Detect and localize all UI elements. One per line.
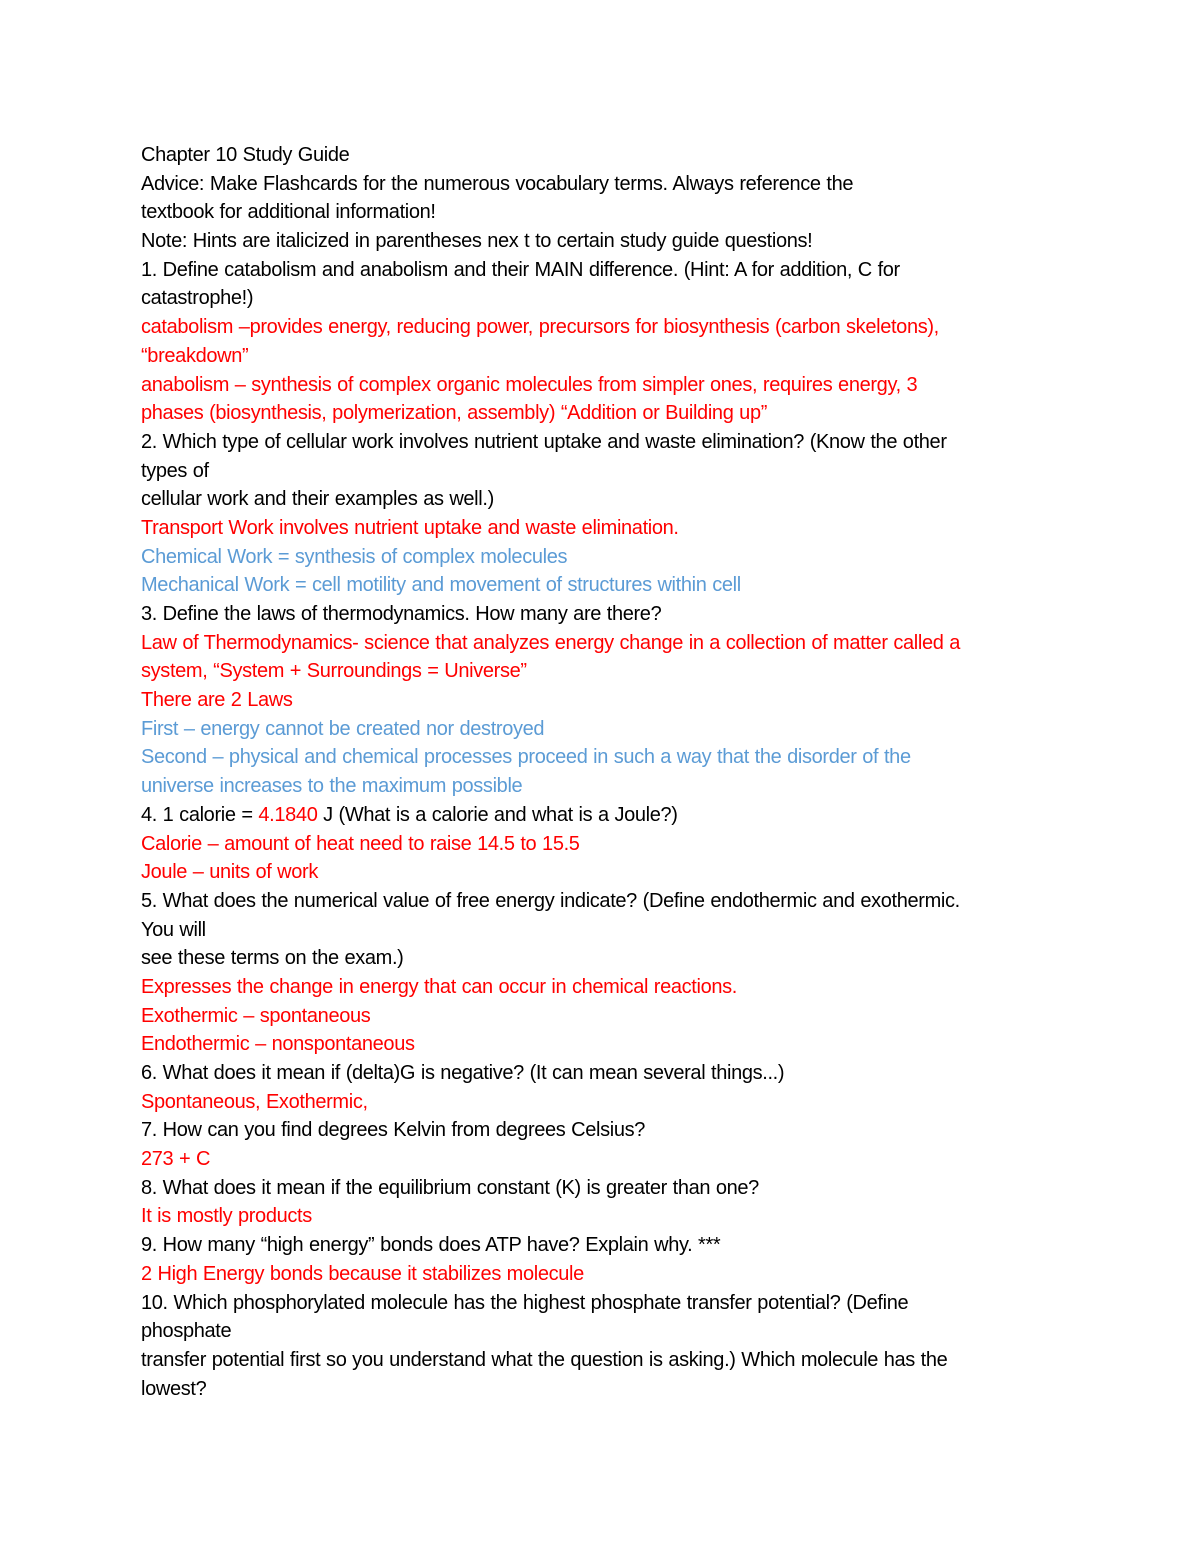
- answer-3-first-law: First – energy cannot be created nor destroyed: [141, 717, 545, 740]
- answer-1-line-1: catabolism –provides energy, reducing power, precursors for biosynthesis (carbon skeletons),: [141, 316, 939, 339]
- question-2-line-2: types of: [141, 459, 209, 482]
- question-10-line-2: phosphate: [141, 1320, 232, 1343]
- answer-2-transport: Transport Work involves nutrient uptake and waste elimination.: [141, 516, 679, 539]
- question-4-value: 4.1840: [258, 803, 318, 826]
- question-10-line-3: transfer potential first so you understand what the question is asking.) Which molecule has the: [141, 1348, 948, 1371]
- answer-5-endothermic: Endothermic – nonspontaneous: [141, 1033, 415, 1056]
- question-6: 6. What does it mean if (delta)G is negative? (It can mean several things...): [141, 1062, 785, 1084]
- question-10-line-1: 10. Which phosphorylated molecule has the highest phosphate transfer potential? (Define: [141, 1291, 909, 1314]
- answer-9: 2 High Energy bonds because it stabilizes molecule: [141, 1262, 584, 1285]
- question-4-prefix: 4. 1 calorie =: [141, 803, 259, 826]
- answer-7: 273 + C: [141, 1148, 211, 1171]
- answer-4-calorie: Calorie – amount of heat need to raise 14.5 to 15.5: [141, 832, 580, 855]
- answer-1-line-4: phases (biosynthesis, polymerization, assembly) “Addition or Building up”: [141, 402, 768, 425]
- answer-6: Spontaneous, Exothermic,: [141, 1090, 368, 1113]
- question-7: 7. How can you find degrees Kelvin from degrees Celsius?: [141, 1119, 646, 1142]
- answer-8: It is mostly products: [141, 1205, 312, 1228]
- question-4-suffix: J (What is a calorie and what is a Joule?): [317, 803, 678, 826]
- answer-3-line-3: There are 2 Laws: [141, 689, 293, 712]
- question-3: 3. Define the laws of thermodynamics. How many are there?: [141, 603, 662, 625]
- answer-4-joule: Joule – units of work: [141, 861, 318, 884]
- study-guide-page: [141, 141, 1071, 1403]
- question-10-line-4: lowest?: [141, 1377, 207, 1400]
- answer-2-mechanical: Mechanical Work = cell motility and movement of structures within cell: [141, 574, 741, 597]
- answer-1-line-2: “breakdown”: [141, 344, 249, 367]
- note-line: Note: Hints are italicized in parentheses nex t to certain study guide questions!: [141, 230, 813, 253]
- question-8: 8. What does it mean if the equilibrium constant (K) is greater than one?: [141, 1176, 759, 1199]
- answer-3-line-1: Law of Thermodynamics- science that analyzes energy change in a collection of matter called a: [141, 631, 960, 654]
- answer-5-exothermic: Exothermic – spontaneous: [141, 1004, 371, 1027]
- question-5-line-2: You will: [141, 918, 206, 941]
- question-1-line-2: catastrophe!): [141, 287, 254, 310]
- answer-3-second-law-2: universe increases to the maximum possible: [141, 775, 523, 798]
- question-2-line-3: cellular work and their examples as well.): [141, 488, 494, 511]
- advice-line-1: Advice: Make Flashcards for the numerous vocabulary terms. Always reference the: [141, 172, 854, 195]
- advice-line-2: textbook for additional information!: [141, 201, 436, 224]
- answer-2-chemical: Chemical Work = synthesis of complex molecules: [141, 545, 568, 568]
- question-5-line-1: 5. What does the numerical value of free energy indicate? (Define endothermic and exothermic.: [141, 889, 960, 912]
- answer-1-line-3: anabolism – synthesis of complex organic molecules from simpler ones, requires energy, 3: [141, 373, 918, 396]
- document-title: Chapter 10 Study Guide: [141, 144, 350, 166]
- question-4: [141, 801, 1071, 830]
- question-2-line-1: 2. Which type of cellular work involves nutrient uptake and waste elimination? (Know the other: [141, 430, 947, 453]
- question-9: 9. How many “high energy” bonds does ATP have? Explain why. ***: [141, 1234, 721, 1257]
- question-5-line-3: see these terms on the exam.): [141, 947, 404, 970]
- answer-5-line-1: Expresses the change in energy that can occur in chemical reactions.: [141, 975, 737, 998]
- answer-3-line-2: system, “System + Surroundings = Universe”: [141, 660, 527, 683]
- answer-3-second-law-1: Second – physical and chemical processes proceed in such a way that the disorder of the: [141, 746, 911, 769]
- question-1-line-1: 1. Define catabolism and anabolism and their MAIN difference. (Hint: A for addition, C for: [141, 258, 900, 281]
